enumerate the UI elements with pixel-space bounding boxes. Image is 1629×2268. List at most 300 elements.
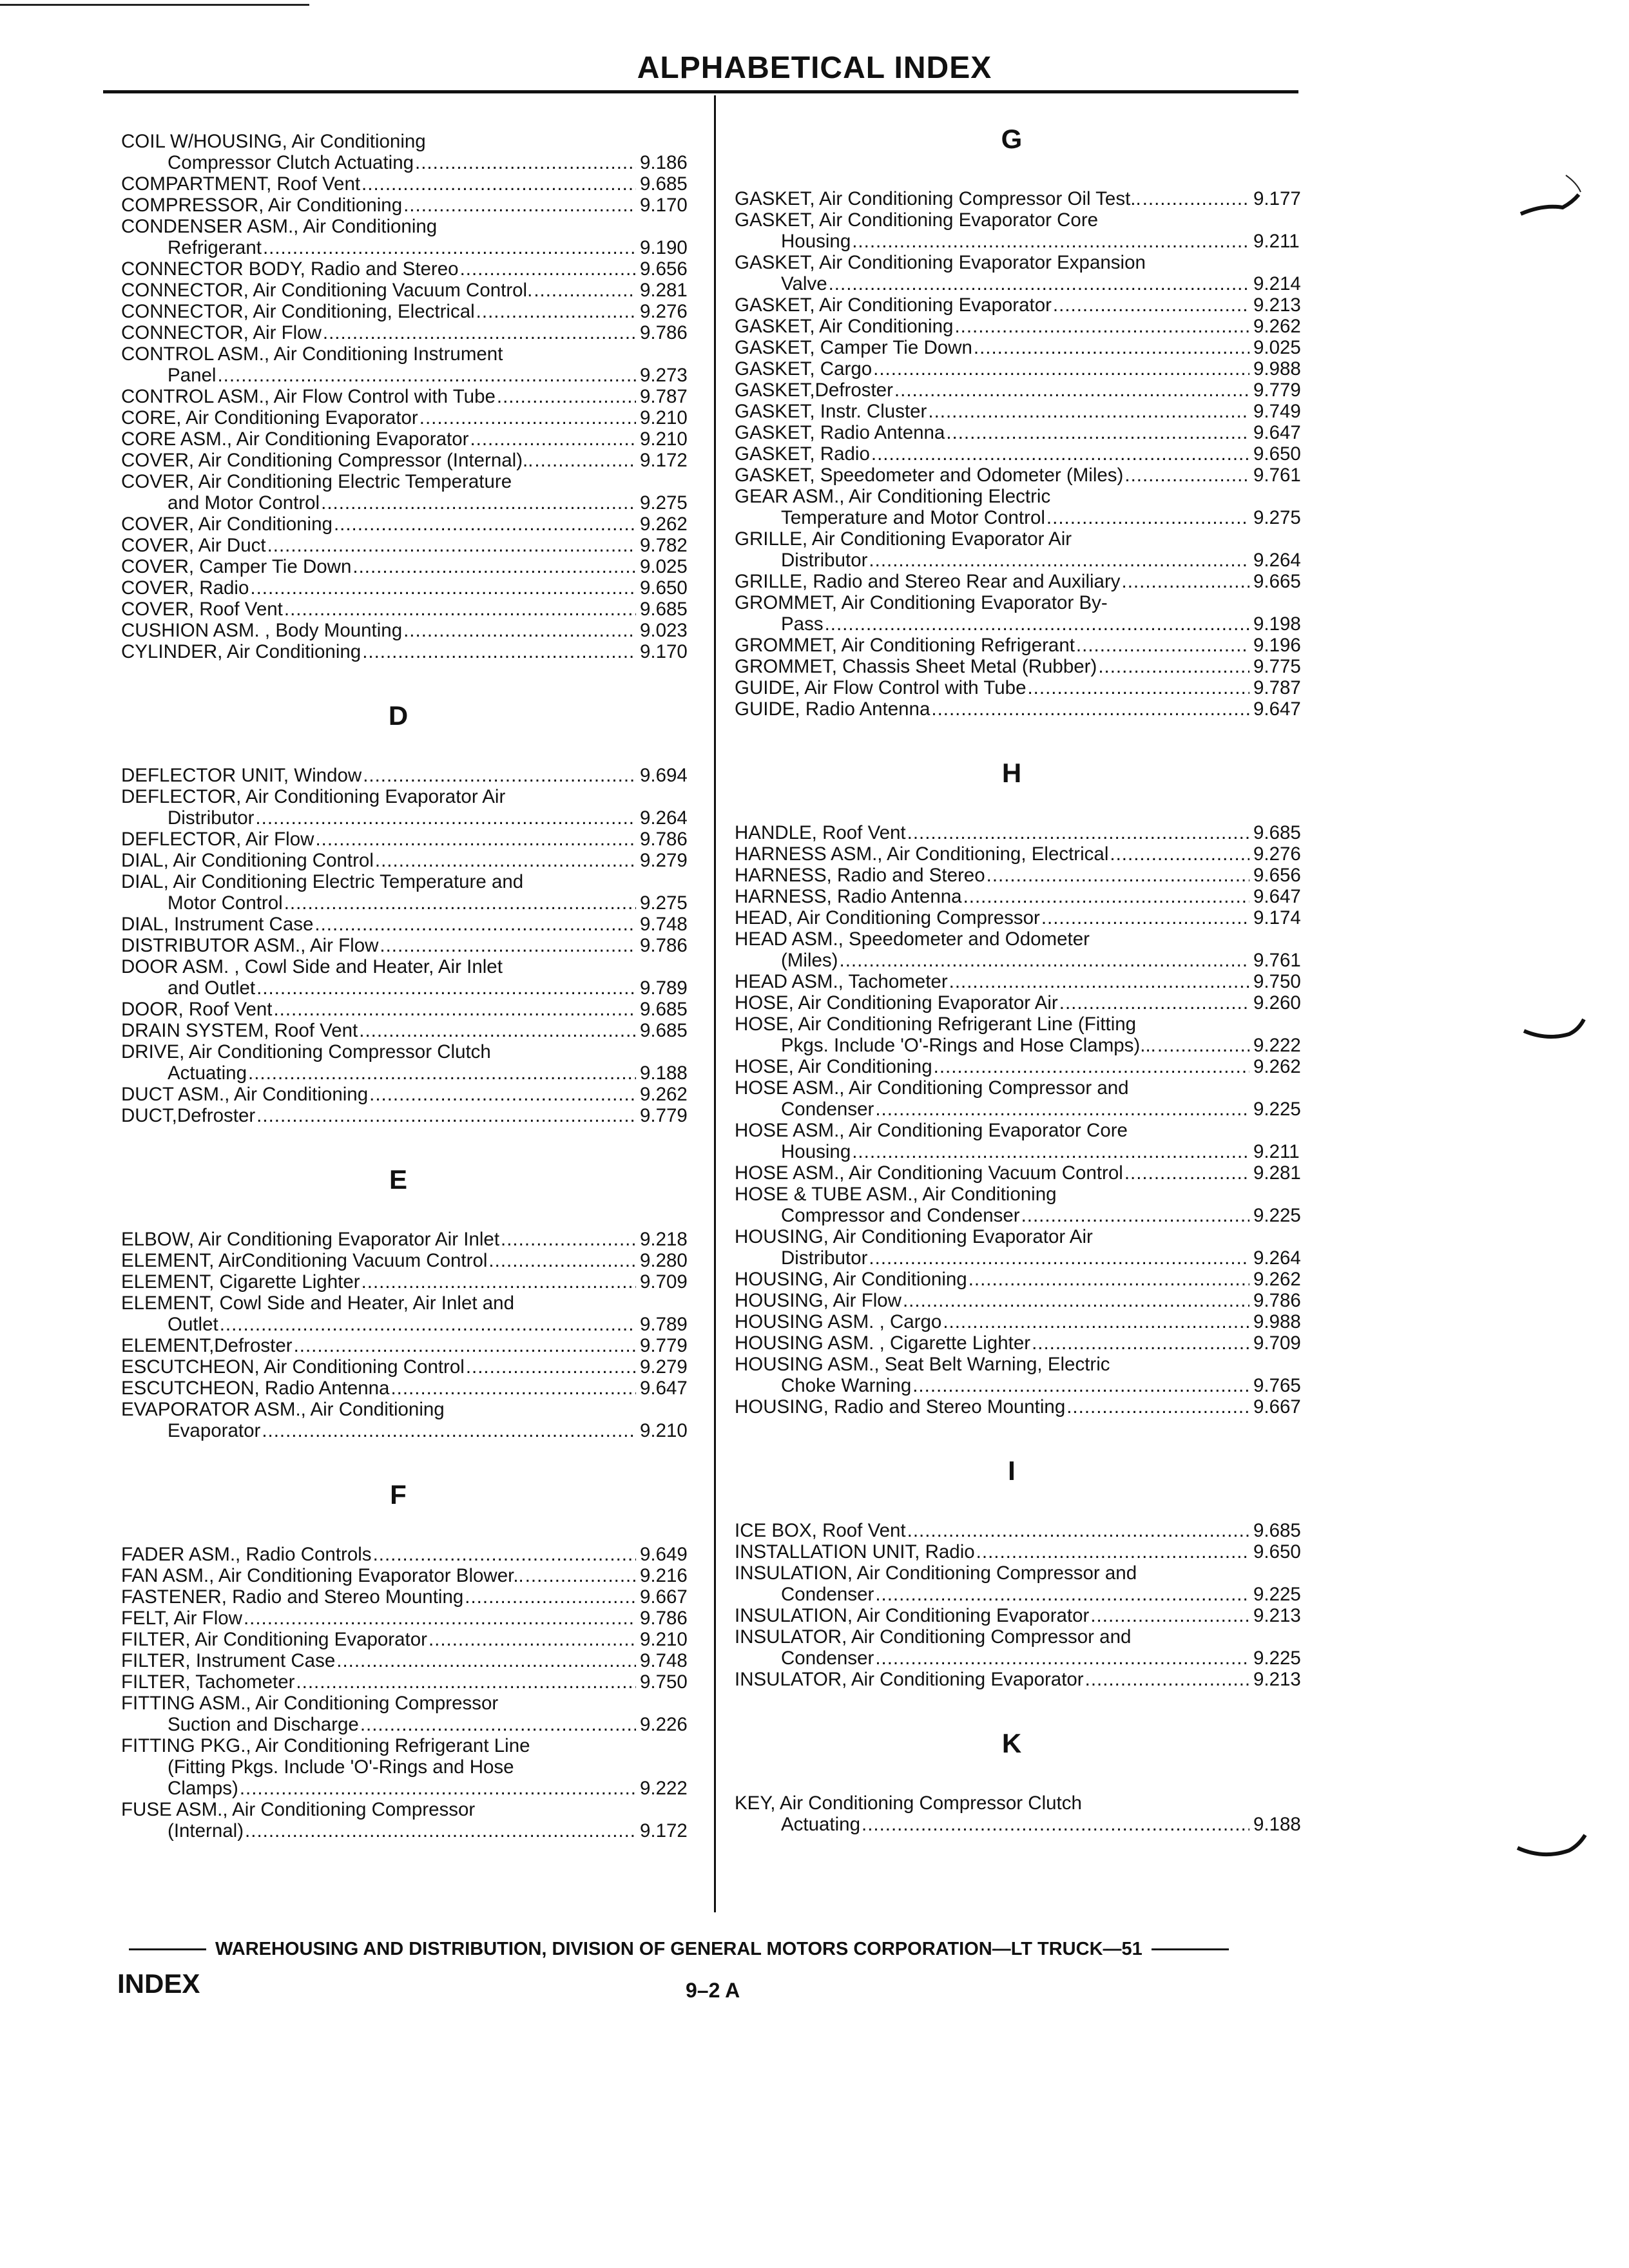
index-entry bbox=[121, 173, 704, 195]
page-reference: 9.748 bbox=[640, 914, 688, 935]
dot-leader bbox=[1098, 656, 1249, 677]
dot-leader bbox=[352, 556, 636, 577]
page-reference: 9.748 bbox=[640, 1650, 688, 1671]
entry-line bbox=[121, 343, 704, 365]
entry-text: HOUSING ASM. , Cargo bbox=[735, 1311, 942, 1332]
index-entry bbox=[121, 1250, 704, 1271]
entry-line bbox=[735, 209, 1318, 231]
page-reference: 9.210 bbox=[640, 1420, 688, 1441]
entry-text: and Motor Control bbox=[168, 492, 320, 514]
entry-line-with-page bbox=[735, 571, 1318, 592]
index-entry bbox=[735, 1226, 1318, 1269]
index-entry bbox=[735, 380, 1318, 401]
index-entry bbox=[121, 786, 704, 829]
page-reference: 9.225 bbox=[1253, 1099, 1301, 1120]
footer-dash-left bbox=[129, 1948, 206, 1950]
entry-text: Distributor bbox=[781, 550, 868, 571]
entry-line-with-page bbox=[121, 365, 704, 386]
entry-line-with-page bbox=[735, 294, 1318, 316]
entry-line-with-page bbox=[121, 492, 704, 514]
dot-leader bbox=[273, 999, 636, 1020]
index-entry bbox=[121, 195, 704, 216]
index-entry bbox=[735, 886, 1318, 907]
page-reference: 9.186 bbox=[640, 152, 688, 173]
entry-text: CONNECTOR, Air Conditioning Vacuum Control. bbox=[121, 280, 533, 301]
page-reference: 9.685 bbox=[640, 999, 688, 1020]
index-entry bbox=[735, 1792, 1318, 1835]
entry-line bbox=[121, 131, 704, 152]
dot-leader bbox=[873, 358, 1249, 380]
index-entry bbox=[735, 1269, 1318, 1290]
index-entry bbox=[735, 465, 1318, 486]
dot-leader bbox=[1046, 507, 1249, 528]
entry-line bbox=[121, 1399, 704, 1420]
dot-leader bbox=[245, 1820, 636, 1841]
page-reference: 9.275 bbox=[1253, 507, 1301, 528]
entry-text: (Miles) bbox=[781, 950, 838, 971]
entry-text: FAN ASM., Air Conditioning Evaporator Blower.. bbox=[121, 1565, 524, 1586]
page-reference: 9.213 bbox=[1253, 1605, 1301, 1626]
entry-line-with-page bbox=[121, 1105, 704, 1126]
entry-text: CORE, Air Conditioning Evaporator bbox=[121, 407, 418, 428]
dot-leader bbox=[415, 152, 636, 173]
index-entry bbox=[121, 1799, 704, 1841]
index-entry bbox=[121, 407, 704, 428]
entry-line-with-page bbox=[735, 1814, 1318, 1835]
index-section bbox=[121, 695, 704, 1126]
entry-text: COIL W/HOUSING, Air Conditioning bbox=[121, 131, 426, 152]
dot-leader bbox=[1124, 465, 1249, 486]
entry-line-with-page bbox=[121, 999, 704, 1020]
entry-text: CORE ASM., Air Conditioning Evaporator bbox=[121, 428, 469, 450]
page-reference: 9.276 bbox=[640, 301, 688, 322]
page-reference: 9.650 bbox=[640, 577, 688, 599]
dot-leader bbox=[825, 613, 1249, 635]
dot-leader bbox=[267, 535, 636, 556]
entry-line-with-page bbox=[735, 231, 1318, 252]
page-reference: 9.264 bbox=[1253, 550, 1301, 571]
page-reference: 9.190 bbox=[640, 237, 688, 258]
entry-text: Actuating bbox=[781, 1814, 860, 1835]
footer-section-label: INDEX bbox=[117, 1968, 200, 1999]
entry-text: HOSE ASM., Air Conditioning Evaporator Core bbox=[735, 1120, 1128, 1141]
entry-text: INSULATION, Air Conditioning Compressor and bbox=[735, 1562, 1137, 1584]
entry-text: INSULATOR, Air Conditioning Compressor and bbox=[735, 1626, 1132, 1648]
entry-text: Condenser bbox=[781, 1648, 874, 1669]
page-reference: 9.262 bbox=[1253, 1056, 1301, 1077]
index-entry bbox=[735, 1541, 1318, 1562]
index-entry bbox=[735, 1520, 1318, 1541]
entry-text: ELEMENT,Defroster bbox=[121, 1335, 293, 1356]
dot-leader bbox=[1085, 1669, 1249, 1690]
dot-leader bbox=[1041, 907, 1249, 928]
page-reference: 9.262 bbox=[640, 514, 688, 535]
entry-line-with-page bbox=[735, 677, 1318, 698]
page-reference: 9.779 bbox=[640, 1335, 688, 1356]
page-reference: 9.685 bbox=[1253, 1520, 1301, 1541]
page-reference: 9.226 bbox=[640, 1714, 688, 1735]
index-entry bbox=[121, 1586, 704, 1608]
entry-line-with-page bbox=[121, 1820, 704, 1841]
entry-text: Choke Warning bbox=[781, 1375, 912, 1396]
entry-line bbox=[735, 1077, 1318, 1099]
entry-text: FADER ASM., Radio Controls bbox=[121, 1544, 372, 1565]
index-entry bbox=[121, 535, 704, 556]
entry-line-with-page bbox=[735, 992, 1318, 1014]
index-entry bbox=[121, 556, 704, 577]
entry-line bbox=[121, 786, 704, 807]
entry-text: GRILLE, Radio and Stereo Rear and Auxiliary bbox=[735, 571, 1121, 592]
entry-line-with-page bbox=[121, 1062, 704, 1084]
entry-text: GROMMET, Air Conditioning Evaporator By- bbox=[735, 592, 1108, 613]
entry-text: DOOR, Roof Vent bbox=[121, 999, 273, 1020]
entry-line bbox=[121, 1293, 704, 1314]
index-entry bbox=[121, 935, 704, 956]
page-reference: 9.685 bbox=[640, 173, 688, 195]
page-reference: 9.650 bbox=[1253, 443, 1301, 465]
entry-text: COMPARTMENT, Roof Vent bbox=[121, 173, 361, 195]
entry-text: GASKET, Air Conditioning Evaporator bbox=[735, 294, 1052, 316]
section-letter: I bbox=[1008, 1456, 1016, 1486]
entry-text: KEY, Air Conditioning Compressor Clutch bbox=[735, 1792, 1082, 1814]
entry-text: FITTING ASM., Air Conditioning Compressor bbox=[121, 1693, 499, 1714]
index-entry bbox=[735, 592, 1318, 635]
dot-leader bbox=[501, 1229, 636, 1250]
entry-line bbox=[735, 528, 1318, 550]
entry-line-with-page bbox=[735, 656, 1318, 677]
index-entry bbox=[121, 765, 704, 786]
entry-line-with-page bbox=[121, 237, 704, 258]
entry-line bbox=[735, 486, 1318, 507]
page-reference: 9.779 bbox=[1253, 380, 1301, 401]
index-entry bbox=[121, 1650, 704, 1671]
entry-text: FILTER, Air Conditioning Evaporator bbox=[121, 1629, 427, 1650]
dot-leader bbox=[244, 1608, 636, 1629]
index-section bbox=[121, 1158, 704, 1441]
entry-line-with-page bbox=[121, 1356, 704, 1378]
index-entry bbox=[735, 822, 1318, 843]
page-reference: 9.789 bbox=[640, 977, 688, 999]
entry-text: HEAD, Air Conditioning Compressor bbox=[735, 907, 1040, 928]
title-rule bbox=[103, 90, 1298, 93]
dot-leader bbox=[362, 641, 636, 662]
entry-line-with-page bbox=[735, 1396, 1318, 1418]
entry-text: DEFLECTOR, Air Flow bbox=[121, 829, 314, 850]
index-entry bbox=[121, 1293, 704, 1335]
page-reference: 9.177 bbox=[1253, 188, 1301, 209]
entry-line-with-page bbox=[121, 935, 704, 956]
entry-text: GASKET, Cargo bbox=[735, 358, 872, 380]
entry-text: Valve bbox=[781, 273, 827, 294]
entry-line-with-page bbox=[121, 1671, 704, 1693]
section-letter: G bbox=[1001, 124, 1023, 154]
index-entry bbox=[735, 316, 1318, 337]
index-section bbox=[735, 1722, 1324, 1835]
page-reference: 9.262 bbox=[1253, 1269, 1301, 1290]
page-reference: 9.222 bbox=[640, 1778, 688, 1799]
entry-text: Clamps) bbox=[168, 1778, 238, 1799]
index-entry bbox=[121, 1565, 704, 1586]
dot-leader bbox=[262, 1420, 636, 1441]
entry-line-with-page bbox=[121, 1650, 704, 1671]
entry-line-with-page bbox=[735, 1541, 1318, 1562]
entry-text: Panel bbox=[168, 365, 217, 386]
dot-leader bbox=[912, 1375, 1249, 1396]
entry-text: and Outlet bbox=[168, 977, 256, 999]
entry-line-with-page bbox=[121, 1608, 704, 1629]
entry-text: HOSE ASM., Air Conditioning Compressor and bbox=[735, 1077, 1129, 1099]
dot-leader bbox=[256, 1105, 636, 1126]
page-reference: 9.709 bbox=[640, 1271, 688, 1293]
index-section bbox=[735, 118, 1324, 720]
index-entry bbox=[121, 386, 704, 407]
entry-line-with-page bbox=[121, 535, 704, 556]
dot-leader bbox=[497, 386, 636, 407]
entry-line-with-page bbox=[735, 1605, 1318, 1626]
entry-line bbox=[121, 1799, 704, 1820]
dot-leader bbox=[255, 807, 636, 829]
entry-text: HOUSING, Air Conditioning bbox=[735, 1269, 967, 1290]
entry-text: Suction and Discharge bbox=[168, 1714, 359, 1735]
entry-line-with-page bbox=[121, 599, 704, 620]
entry-text: (Fitting Pkgs. Include 'O'-Rings and Hose bbox=[168, 1756, 514, 1778]
entry-line-with-page bbox=[735, 907, 1318, 928]
page-reference: 9.225 bbox=[1253, 1205, 1301, 1226]
entry-line-with-page bbox=[121, 407, 704, 428]
page-reference: 9.170 bbox=[640, 641, 688, 662]
page-reference: 9.218 bbox=[640, 1229, 688, 1250]
dot-leader bbox=[314, 914, 636, 935]
page-reference: 9.210 bbox=[640, 428, 688, 450]
dot-leader bbox=[429, 1629, 636, 1650]
index-entry bbox=[121, 999, 704, 1020]
dot-leader bbox=[220, 1314, 636, 1335]
entry-text: HARNESS, Radio Antenna bbox=[735, 886, 962, 907]
index-entry bbox=[735, 1605, 1318, 1626]
entry-line-with-page bbox=[735, 273, 1318, 294]
index-entry bbox=[735, 1077, 1318, 1120]
entry-line-with-page bbox=[735, 1162, 1318, 1184]
dot-leader bbox=[360, 1714, 636, 1735]
dot-leader bbox=[840, 950, 1250, 971]
entry-line bbox=[735, 1014, 1318, 1035]
entry-line-with-page bbox=[121, 1335, 704, 1356]
dot-leader bbox=[963, 886, 1249, 907]
page-reference: 9.786 bbox=[1253, 1290, 1301, 1311]
dot-leader bbox=[1027, 677, 1249, 698]
index-entry bbox=[735, 1669, 1318, 1690]
entry-line-with-page bbox=[121, 428, 704, 450]
page-reference: 9.787 bbox=[1253, 677, 1301, 698]
dot-leader bbox=[1021, 1205, 1249, 1226]
entry-text: ESCUTCHEON, Air Conditioning Control bbox=[121, 1356, 465, 1378]
page-reference: 9.281 bbox=[1253, 1162, 1301, 1184]
dot-leader bbox=[954, 316, 1249, 337]
entry-line-with-page bbox=[735, 1269, 1318, 1290]
page-reference: 9.264 bbox=[640, 807, 688, 829]
entry-text: DUCT,Defroster bbox=[121, 1105, 256, 1126]
page-reference: 9.264 bbox=[1253, 1247, 1301, 1269]
index-entry bbox=[735, 209, 1318, 252]
index-entry bbox=[735, 401, 1318, 422]
index-entry bbox=[735, 294, 1318, 316]
entry-line-with-page bbox=[121, 1314, 704, 1335]
entry-line bbox=[735, 252, 1318, 273]
entry-line bbox=[121, 1756, 704, 1778]
entry-line-with-page bbox=[735, 886, 1318, 907]
dot-leader bbox=[934, 1056, 1249, 1077]
index-entry bbox=[735, 698, 1318, 720]
dot-leader bbox=[1110, 843, 1249, 865]
entry-line-with-page bbox=[735, 380, 1318, 401]
page-reference: 9.749 bbox=[1253, 401, 1301, 422]
page-reference: 9.213 bbox=[1253, 294, 1301, 316]
entry-text: FASTENER, Radio and Stereo Mounting bbox=[121, 1586, 464, 1608]
entry-text: CONDENSER ASM., Air Conditioning bbox=[121, 216, 438, 237]
dot-leader bbox=[534, 280, 636, 301]
dot-leader bbox=[361, 173, 636, 195]
entry-text: INSULATION, Air Conditioning Evaporator bbox=[735, 1605, 1090, 1626]
entry-text: INSULATOR, Air Conditioning Evaporator bbox=[735, 1669, 1084, 1690]
index-entry bbox=[121, 258, 704, 280]
page-reference: 9.685 bbox=[1253, 822, 1301, 843]
dot-leader bbox=[875, 1584, 1249, 1605]
entry-text: HOUSING, Air Conditioning Evaporator Air bbox=[735, 1226, 1093, 1247]
dot-leader bbox=[875, 1099, 1249, 1120]
entry-line-with-page bbox=[121, 1229, 704, 1250]
page-reference: 9.275 bbox=[640, 492, 688, 514]
page-reference: 9.750 bbox=[1253, 971, 1301, 992]
entry-line-with-page bbox=[735, 843, 1318, 865]
dot-leader bbox=[903, 1290, 1249, 1311]
entry-text: HARNESS ASM., Air Conditioning, Electrical bbox=[735, 843, 1109, 865]
page-reference: 9.782 bbox=[640, 535, 688, 556]
entry-text: GASKET,Defroster bbox=[735, 380, 893, 401]
entry-text: COVER, Air Duct bbox=[121, 535, 266, 556]
page-reference: 9.273 bbox=[640, 365, 688, 386]
index-entry bbox=[121, 1693, 704, 1735]
entry-line-with-page bbox=[121, 1420, 704, 1441]
page-reference: 9.262 bbox=[640, 1084, 688, 1105]
section-letter: H bbox=[1001, 758, 1022, 788]
entry-line-with-page bbox=[121, 556, 704, 577]
entry-line-with-page bbox=[121, 850, 704, 871]
page-reference: 9.694 bbox=[640, 765, 688, 786]
entry-line-with-page bbox=[735, 401, 1318, 422]
entry-text: Compressor and Condenser bbox=[781, 1205, 1020, 1226]
entry-text: HOSE & TUBE ASM., Air Conditioning bbox=[735, 1184, 1057, 1205]
index-entry bbox=[735, 528, 1318, 571]
entry-text: CONTROL ASM., Air Conditioning Instrument bbox=[121, 343, 503, 365]
entry-text: Temperature and Motor Control bbox=[781, 507, 1045, 528]
entry-line bbox=[735, 1184, 1318, 1205]
page-reference: 9.281 bbox=[640, 280, 688, 301]
dot-leader bbox=[1090, 1605, 1249, 1626]
page-reference: 9.222 bbox=[1253, 1035, 1301, 1056]
dot-leader bbox=[240, 1778, 636, 1799]
page-reference: 9.647 bbox=[640, 1378, 688, 1399]
entry-line bbox=[121, 216, 704, 237]
index-entry bbox=[121, 1041, 704, 1084]
entry-line bbox=[735, 1226, 1318, 1247]
page-reference: 9.275 bbox=[640, 892, 688, 914]
entry-line-with-page bbox=[735, 1669, 1318, 1690]
index-entry bbox=[121, 471, 704, 514]
index-entry bbox=[121, 1084, 704, 1105]
entry-text: Motor Control bbox=[168, 892, 283, 914]
dot-leader bbox=[928, 401, 1249, 422]
entry-line-with-page bbox=[121, 301, 704, 322]
entry-line bbox=[735, 1562, 1318, 1584]
entry-text: HEAD ASM., Speedometer and Odometer bbox=[735, 928, 1090, 950]
entry-text: GRILLE, Air Conditioning Evaporator Air bbox=[735, 528, 1072, 550]
page-reference: 9.750 bbox=[640, 1671, 688, 1693]
index-entry bbox=[121, 1629, 704, 1650]
entry-text: DEFLECTOR UNIT, Window bbox=[121, 765, 362, 786]
index-entry bbox=[121, 1105, 704, 1126]
dot-leader bbox=[375, 850, 636, 871]
page-reference: 9.025 bbox=[640, 556, 688, 577]
index-section bbox=[121, 131, 704, 662]
entry-line bbox=[121, 1041, 704, 1062]
index-entry bbox=[735, 1290, 1318, 1311]
index-entry bbox=[121, 829, 704, 850]
entry-line-with-page bbox=[121, 1250, 704, 1271]
entry-text: GROMMET, Air Conditioning Refrigerant bbox=[735, 635, 1075, 656]
page-title: ALPHABETICAL INDEX bbox=[637, 51, 992, 85]
index-entry bbox=[735, 1332, 1318, 1354]
page-reference: 9.667 bbox=[640, 1586, 688, 1608]
entry-line-with-page bbox=[121, 1271, 704, 1293]
page-reference: 9.279 bbox=[640, 1356, 688, 1378]
entry-line bbox=[121, 956, 704, 977]
dot-leader bbox=[465, 1586, 636, 1608]
entry-line-with-page bbox=[735, 507, 1318, 528]
index-entry bbox=[121, 1020, 704, 1041]
index-entry bbox=[121, 131, 704, 173]
entry-line-with-page bbox=[121, 892, 704, 914]
page-reference: 9.188 bbox=[640, 1062, 688, 1084]
dot-leader bbox=[380, 935, 636, 956]
page-reference: 9.656 bbox=[640, 258, 688, 280]
dot-leader bbox=[373, 1544, 636, 1565]
dot-leader bbox=[476, 301, 636, 322]
entry-text: GASKET, Air Conditioning Evaporator Core bbox=[735, 209, 1099, 231]
entry-line-with-page bbox=[735, 613, 1318, 635]
entry-line bbox=[735, 1354, 1318, 1375]
dot-leader bbox=[1076, 635, 1249, 656]
index-entry bbox=[121, 1671, 704, 1693]
entry-text: CONNECTOR BODY, Radio and Stereo bbox=[121, 258, 459, 280]
entry-line-with-page bbox=[735, 1584, 1318, 1605]
entry-line-with-page bbox=[121, 620, 704, 641]
dot-leader bbox=[248, 1062, 636, 1084]
dot-leader bbox=[931, 698, 1249, 720]
entry-text: DIAL, Instrument Case bbox=[121, 914, 314, 935]
entry-line bbox=[121, 871, 704, 892]
entry-line-with-page bbox=[121, 1084, 704, 1105]
index-entry bbox=[735, 865, 1318, 886]
entry-text: GASKET, Air Conditioning Compressor Oil Test.. bbox=[735, 188, 1141, 209]
index-entry bbox=[121, 280, 704, 301]
page-reference: 9.216 bbox=[640, 1565, 688, 1586]
index-entry bbox=[121, 577, 704, 599]
page-reference: 9.276 bbox=[1253, 843, 1301, 865]
page-reference: 9.665 bbox=[1253, 571, 1301, 592]
entry-text: (Internal) bbox=[168, 1820, 244, 1841]
index-entry bbox=[735, 928, 1318, 971]
index-entry bbox=[735, 1311, 1318, 1332]
